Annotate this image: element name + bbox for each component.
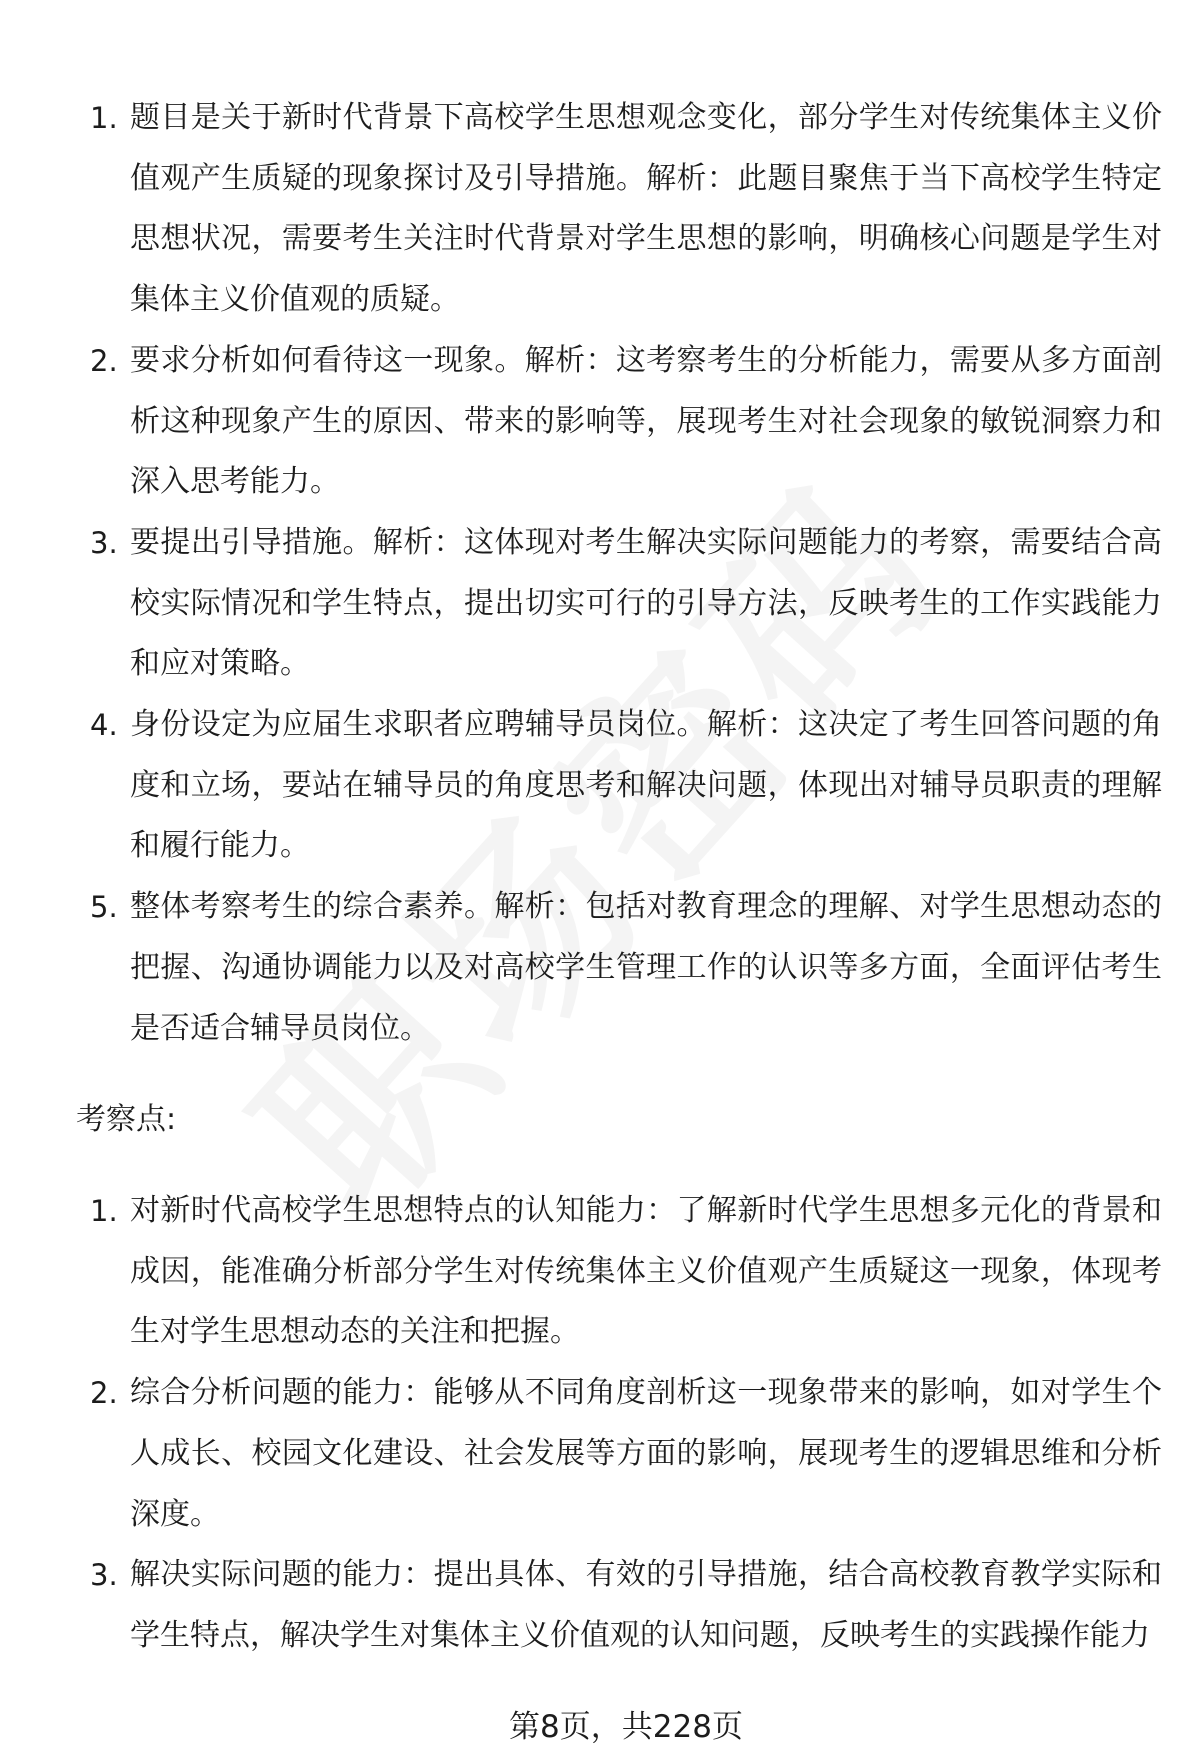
- item-number: 1.: [90, 101, 118, 135]
- list-item: [0, 1363, 1190, 1545]
- item-text: 身份设定为应届生求职者应聘辅导员岗位。解析：这决定了考生回答问题的角度和立场，要站在辅导员的角度思考和解决问题，体现出对辅导员职责的理解和履行能力。: [130, 707, 1162, 864]
- item-text: 解决实际问题的能力：提出具体、有效的引导措施，结合高校教育教学实际和学生特点，解决学生对集体主义价值观的认知问题，反映考生的实践操作能力: [130, 1557, 1162, 1653]
- item-number: 2.: [90, 1376, 118, 1411]
- section-heading: 考察点:: [76, 1102, 177, 1137]
- item-number: 2.: [90, 343, 118, 378]
- assessment-points-list: [0, 1181, 1190, 1667]
- list-item: [0, 88, 1190, 331]
- list-item: [0, 877, 1190, 1059]
- item-text: 对新时代高校学生思想特点的认知能力：了解新时代学生思想多元化的背景和成因，能准确分析部分学生对传统集体主义价值观产生质疑这一现象，体现考生对学生思想动态的关注和把握。: [130, 1193, 1162, 1350]
- list-item: [0, 331, 1190, 513]
- list-item: [0, 513, 1190, 695]
- analysis-list: [0, 88, 1190, 1059]
- item-number: 1.: [90, 1194, 118, 1228]
- item-number: 3.: [90, 1558, 118, 1593]
- item-number: 3.: [90, 525, 118, 560]
- item-text: 综合分析问题的能力：能够从不同角度剖析这一现象带来的影响，如对学生个人成长、校园文化建设、社会发展等方面的影响，展现考生的逻辑思维和分析深度。: [130, 1375, 1162, 1532]
- page-number: 第8页，共228页: [509, 1709, 743, 1745]
- item-text: 整体考察考生的综合素养。解析：包括对教育理念的理解、对学生思想动态的把握、沟通协调能力以及对高校学生管理工作的认识等多方面，全面评估考生是否适合辅导员岗位。: [130, 889, 1162, 1046]
- list-item: [0, 1181, 1190, 1363]
- item-text: 题目是关于新时代背景下高校学生思想观念变化，部分学生对传统集体主义价值观产生质疑的现象探讨及引导措施。解析：此题目聚焦于当下高校学生特定思想状况，需要考生关注时代背景对学生思想的影响，明确核心问题是学生对集体主义价值观的质疑。: [130, 100, 1162, 318]
- item-number: 5.: [90, 890, 118, 925]
- item-number: 4.: [90, 708, 118, 743]
- item-text: 要提出引导措施。解析：这体现对考生解决实际问题能力的考察，需要结合高校实际情况和学生特点，提出切实可行的引导方法，反映考生的工作实践能力和应对策略。: [130, 524, 1162, 682]
- list-item: [0, 1545, 1190, 1666]
- list-item: [0, 695, 1190, 877]
- item-text: 要求分析如何看待这一现象。解析：这考察考生的分析能力，需要从多方面剖析这种现象产生的原因、带来的影响等，展现考生对社会现象的敏锐洞察力和深入思考能力。: [130, 342, 1162, 500]
